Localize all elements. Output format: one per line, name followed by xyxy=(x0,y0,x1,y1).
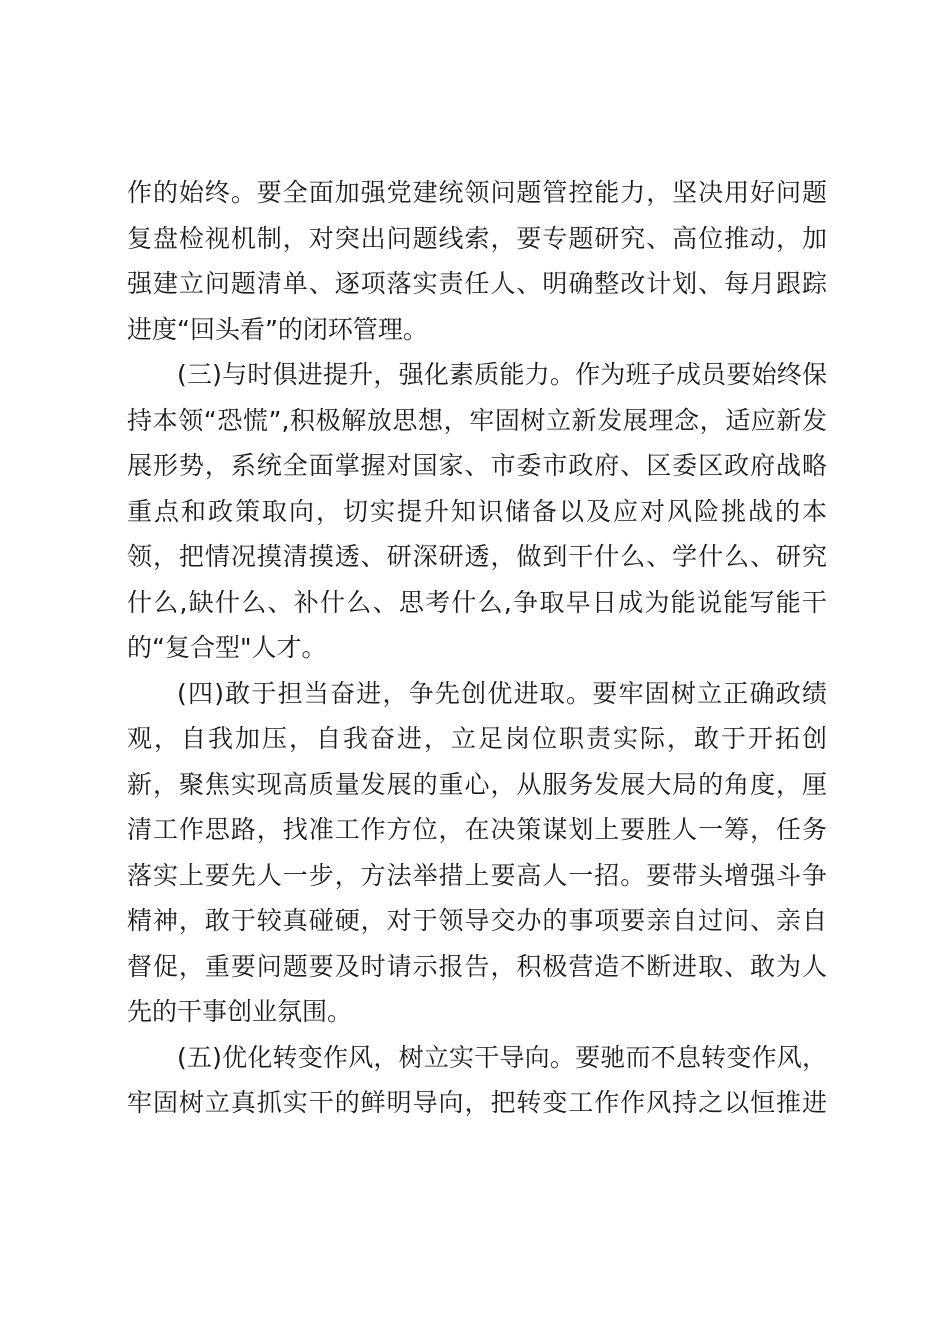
text-line: 的“复合型"人才。 xyxy=(127,633,327,662)
text-line: 进度“回头看”的闭环管理。 xyxy=(127,314,428,344)
text-line: 什么,缺什么、补什么、思考什么,争取早日成为能说能写能干 xyxy=(127,587,827,617)
text-line: 新，聚焦实现高质量发展的重心，从服务发展大局的角度，厘 xyxy=(127,769,827,799)
body-text xyxy=(127,170,827,1126)
paragraph-heading-line: (五)优化转变作风，树立实干导向。要驰而不息转变作风， xyxy=(177,1042,827,1072)
text-line: 牢固树立真抓实干的鲜明导向，把转变工作作风持之以恒推进 xyxy=(127,1088,827,1117)
text-line: 展形势，系统全面掌握对国家、市委市政府、区委区政府战略 xyxy=(127,451,827,480)
text-line: 精神，敢于较真碰硬，对于领导交办的事项要亲自过问、亲自 xyxy=(127,906,827,935)
text-line: 落实上要先人一步，方法举措上要高人一招。要带头增强斗争 xyxy=(127,860,827,890)
text-line: 重点和政策取向，切实提升知识储备以及应对风险挑战的本 xyxy=(127,496,827,526)
paragraph-heading-line: (四)敢于担当奋进，争先创优进取。要牢固树立正确政绩 xyxy=(177,678,827,708)
text-line: 先的干事创业氛围。 xyxy=(127,997,353,1026)
text-line: 复盘检视机制，对突出问题线索，要专题研究、高位推动，加 xyxy=(127,223,827,253)
text-line: 领，把情况摸清摸透、研深研透，做到干什么、学什么、研究 xyxy=(127,542,827,571)
text-line: 观，自我加压，自我奋进，立足岗位职责实际，敢于开拓创 xyxy=(127,724,827,753)
text-line: 强建立问题清单、逐项落实责任人、明确整改计划、每月跟踪 xyxy=(127,269,827,298)
paragraph-heading-line: (三)与时俱进提升，强化素质能力。作为班子成员要始终保 xyxy=(177,360,827,389)
text-line: 清工作思路，找准工作方位，在决策谋划上要胜人一筹，任务 xyxy=(127,815,827,844)
text-line: 持本领“恐慌”,积极解放思想，牢固树立新发展理念，适应新发 xyxy=(127,405,827,435)
text-line: 督促，重要问题要及时请示报告，积极营造不断进取、敢为人 xyxy=(127,951,827,981)
text-line: 作的始终。要全面加强党建统领问题管控能力，坚决用好问题 xyxy=(127,178,827,207)
